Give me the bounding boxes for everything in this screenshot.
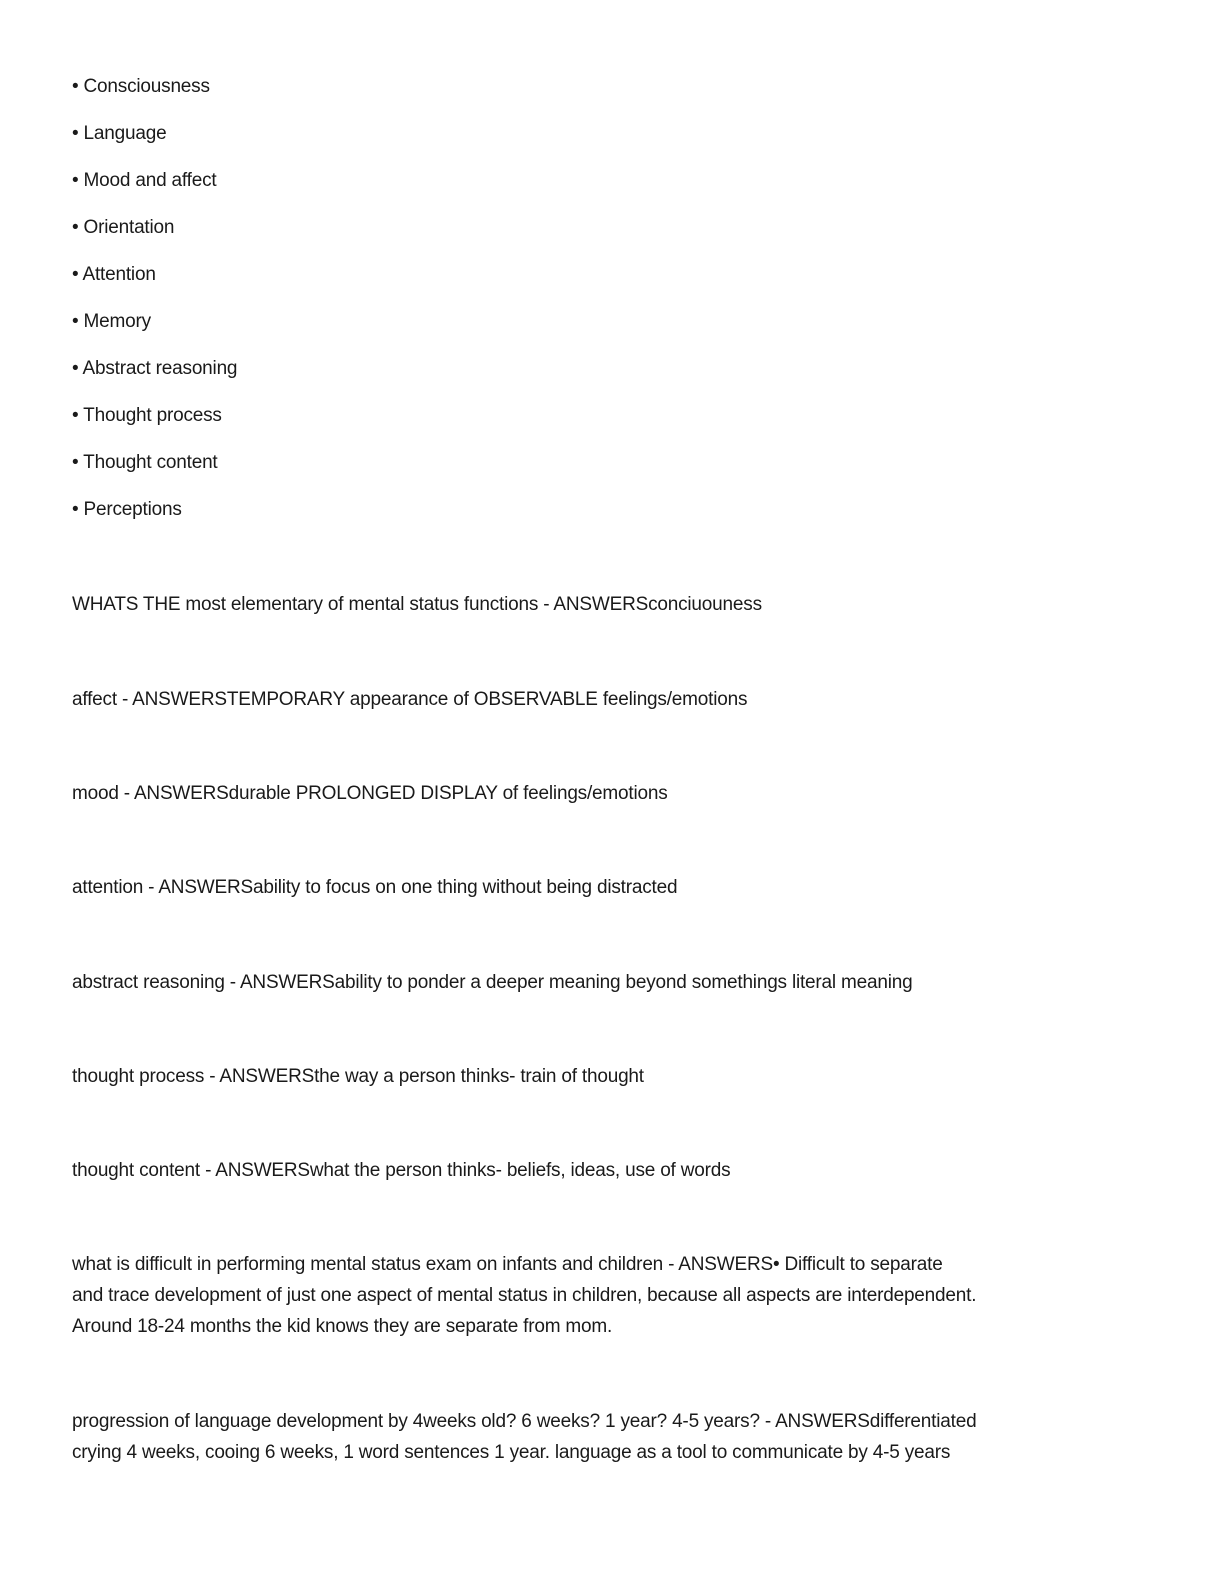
text-line: WHATS THE most elementary of mental status functions - ANSWERSconciuouness (72, 594, 762, 615)
qa-paragraph (72, 872, 677, 903)
qa-paragraph (72, 1061, 644, 1092)
qa-paragraph (72, 778, 668, 809)
bullet-item: • Thought content (72, 452, 218, 473)
text-line: thought content - ANSWERSwhat the person thinks- beliefs, ideas, use of words (72, 1160, 731, 1181)
bullet-item: • Orientation (72, 217, 175, 238)
text-line: Around 18-24 months the kid knows they are separate from mom. (72, 1316, 613, 1337)
text-line: attention - ANSWERSability to focus on one thing without being distracted (72, 877, 678, 898)
text-line: abstract reasoning - ANSWERSability to ponder a deeper meaning beyond somethings literal meaning (72, 972, 913, 993)
qa-paragraph (72, 589, 762, 620)
text-line: progression of language development by 4weeks old? 6 weeks? 1 year? 4-5 years? - ANSWERSdifferentiated (72, 1411, 977, 1432)
bullet-item: • Memory (72, 311, 151, 332)
bullet-item: • Consciousness (72, 76, 210, 97)
bullet-item: • Thought process (72, 405, 222, 426)
text-line: crying 4 weeks, cooing 6 weeks, 1 word sentences 1 year. language as a tool to communicate by 4-5 years (72, 1442, 951, 1463)
bullet-item: • Perceptions (72, 499, 182, 520)
qa-paragraph (72, 1155, 730, 1186)
text-line: and trace development of just one aspect of mental status in children, because all aspects are interdependent. (72, 1285, 977, 1306)
bullet-item: • Attention (72, 264, 156, 285)
text-line: mood - ANSWERSdurable PROLONGED DISPLAY of feelings/emotions (72, 783, 668, 804)
text-line: affect - ANSWERSTEMPORARY appearance of OBSERVABLE feelings/emotions (72, 689, 748, 710)
qa-paragraph (72, 1406, 976, 1468)
qa-paragraph (72, 684, 747, 715)
bullet-item: • Mood and affect (72, 170, 217, 191)
qa-paragraph (72, 1249, 976, 1342)
qa-paragraph (72, 967, 913, 998)
text-line: thought process - ANSWERSthe way a person thinks- train of thought (72, 1066, 644, 1087)
text-line: what is difficult in performing mental status exam on infants and children - ANSWERS• Difficult to separate (72, 1254, 943, 1275)
bullet-item: • Language (72, 123, 167, 144)
bullet-item: • Abstract reasoning (72, 358, 238, 379)
